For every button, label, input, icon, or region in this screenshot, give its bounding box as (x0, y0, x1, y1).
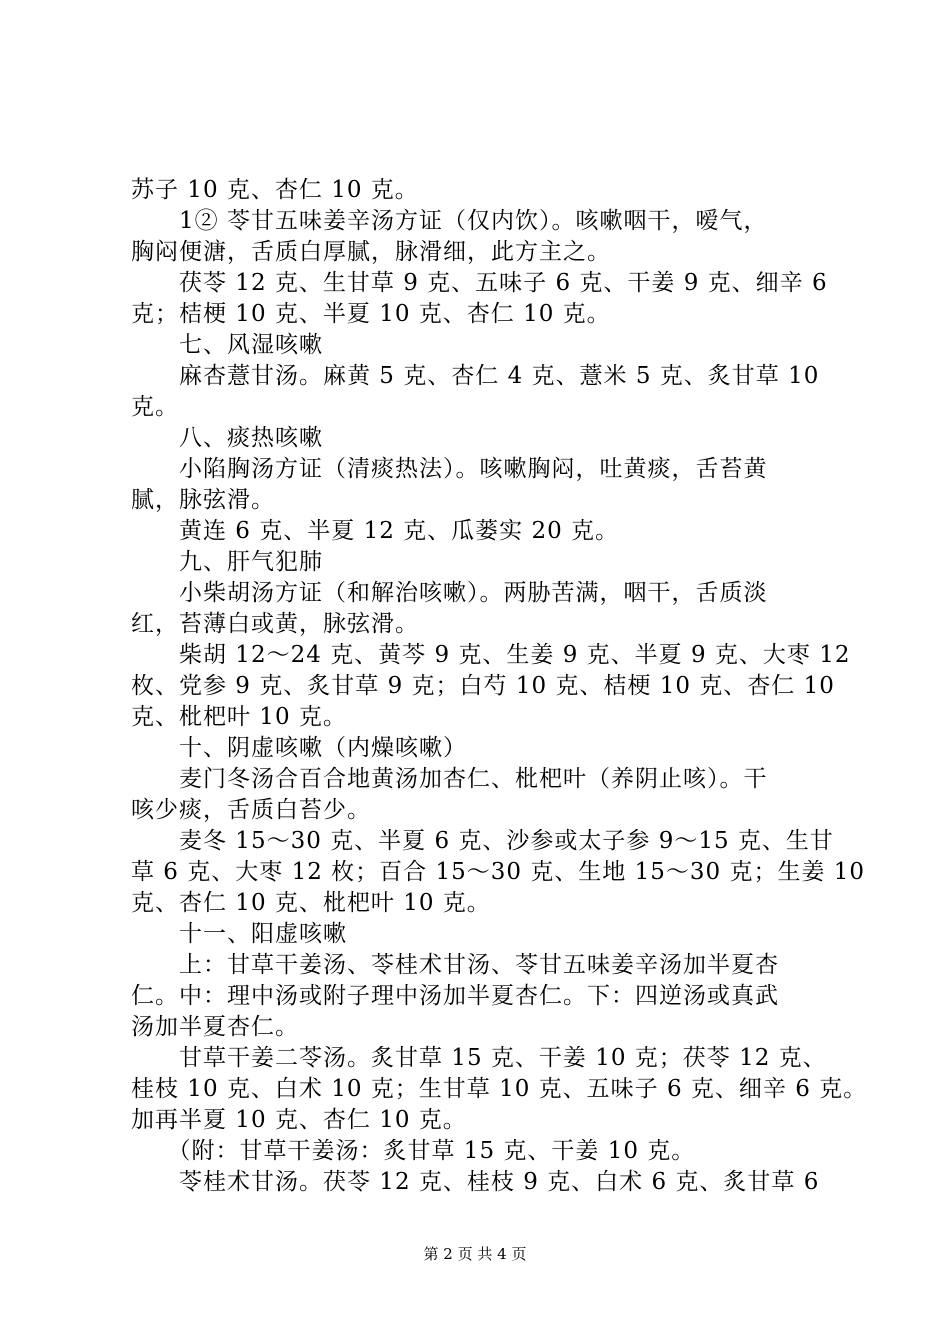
text-line: 麻杏薏甘汤。麻黄 5 克、杏仁 4 克、薏米 5 克、炙甘草 10 (131, 363, 820, 389)
page-number: 第 2 页 共 4 页 (423, 1245, 527, 1263)
page-footer (0, 1244, 950, 1264)
text-line: 红，苔薄白或黄，脉弦滑。 (131, 611, 419, 637)
text-line: 甘草干姜二苓汤。炙甘草 15 克、干姜 10 克；茯苓 12 克、 (131, 1045, 827, 1071)
text-line: 克、杏仁 10 克、枇杷叶 10 克。 (131, 890, 491, 916)
text-line: 汤加半夏杏仁。 (131, 1014, 299, 1040)
text-line: 加再半夏 10 克、杏仁 10 克。 (131, 1107, 467, 1133)
text-line: 克、枇杷叶 10 克。 (131, 704, 347, 730)
text-line: 腻，脉弦滑。 (131, 487, 275, 513)
body-text (131, 175, 868, 1198)
text-line: 枚、党参 9 克、炙甘草 9 克；白芍 10 克、桔梗 10 克、杏仁 10 (131, 673, 835, 699)
text-line: 草 6 克、大枣 12 枚；百合 15～30 克、生地 15～30 克；生姜 10 (131, 859, 866, 885)
text-line: （附：甘草干姜汤：炙甘草 15 克、干姜 10 克。 (131, 1138, 696, 1164)
text-line: 苏子 10 克、杏仁 10 克。 (131, 177, 419, 203)
text-line: 黄连 6 克、半夏 12 克、瓜蒌实 20 克。 (131, 518, 620, 544)
section-heading: 十一、阳虚咳嗽 (131, 921, 347, 947)
text-line: 仁。中：理中汤或附子理中汤加半夏杏仁。下：四逆汤或真武 (131, 983, 779, 1009)
text-line: 克。 (131, 394, 179, 420)
text-line: 桂枝 10 克、白术 10 克；生甘草 10 克、五味子 6 克、细辛 6 克。 (131, 1076, 868, 1102)
section-heading: 七、风湿咳嗽 (131, 332, 323, 358)
text-line: 苓桂术甘汤。茯苓 12 克、桂枝 9 克、白术 6 克、炙甘草 6 (131, 1169, 820, 1195)
text-line: 麦门冬汤合百合地黄汤加杏仁、枇杷叶（养阴止咳）。干 (131, 766, 768, 792)
text-line: 1② 苓甘五味姜辛汤方证（仅内饮）。咳嗽咽干，嗳气， (131, 208, 768, 234)
text-line: 上：甘草干姜汤、苓桂术甘汤、苓甘五味姜辛汤加半夏杏 (131, 952, 779, 978)
text-line: 麦冬 15～30 克、半夏 6 克、沙参或太子参 9～15 克、生甘 (131, 828, 834, 854)
section-heading: 十、阴虚咳嗽（内燥咳嗽） (131, 735, 467, 761)
section-heading: 九、肝气犯肺 (131, 549, 323, 575)
section-heading: 八、痰热咳嗽 (131, 425, 323, 451)
text-line: 茯苓 12 克、生甘草 9 克、五味子 6 克、干姜 9 克、细辛 6 (131, 270, 828, 296)
text-line: 咳少痰，舌质白苔少。 (131, 797, 371, 823)
text-line: 柴胡 12～24 克、黄芩 9 克、生姜 9 克、半夏 9 克、大枣 12 (131, 642, 851, 668)
text-line: 小陷胸汤方证（清痰热法）。咳嗽胸闷，吐黄痰，舌苔黄 (131, 456, 768, 482)
text-line: 胸闷便溏，舌质白厚腻，脉滑细，此方主之。 (131, 239, 611, 265)
text-line: 克；桔梗 10 克、半夏 10 克、杏仁 10 克。 (131, 301, 611, 327)
text-line: 小柴胡汤方证（和解治咳嗽）。两胁苦满，咽干，舌质淡 (131, 580, 768, 606)
